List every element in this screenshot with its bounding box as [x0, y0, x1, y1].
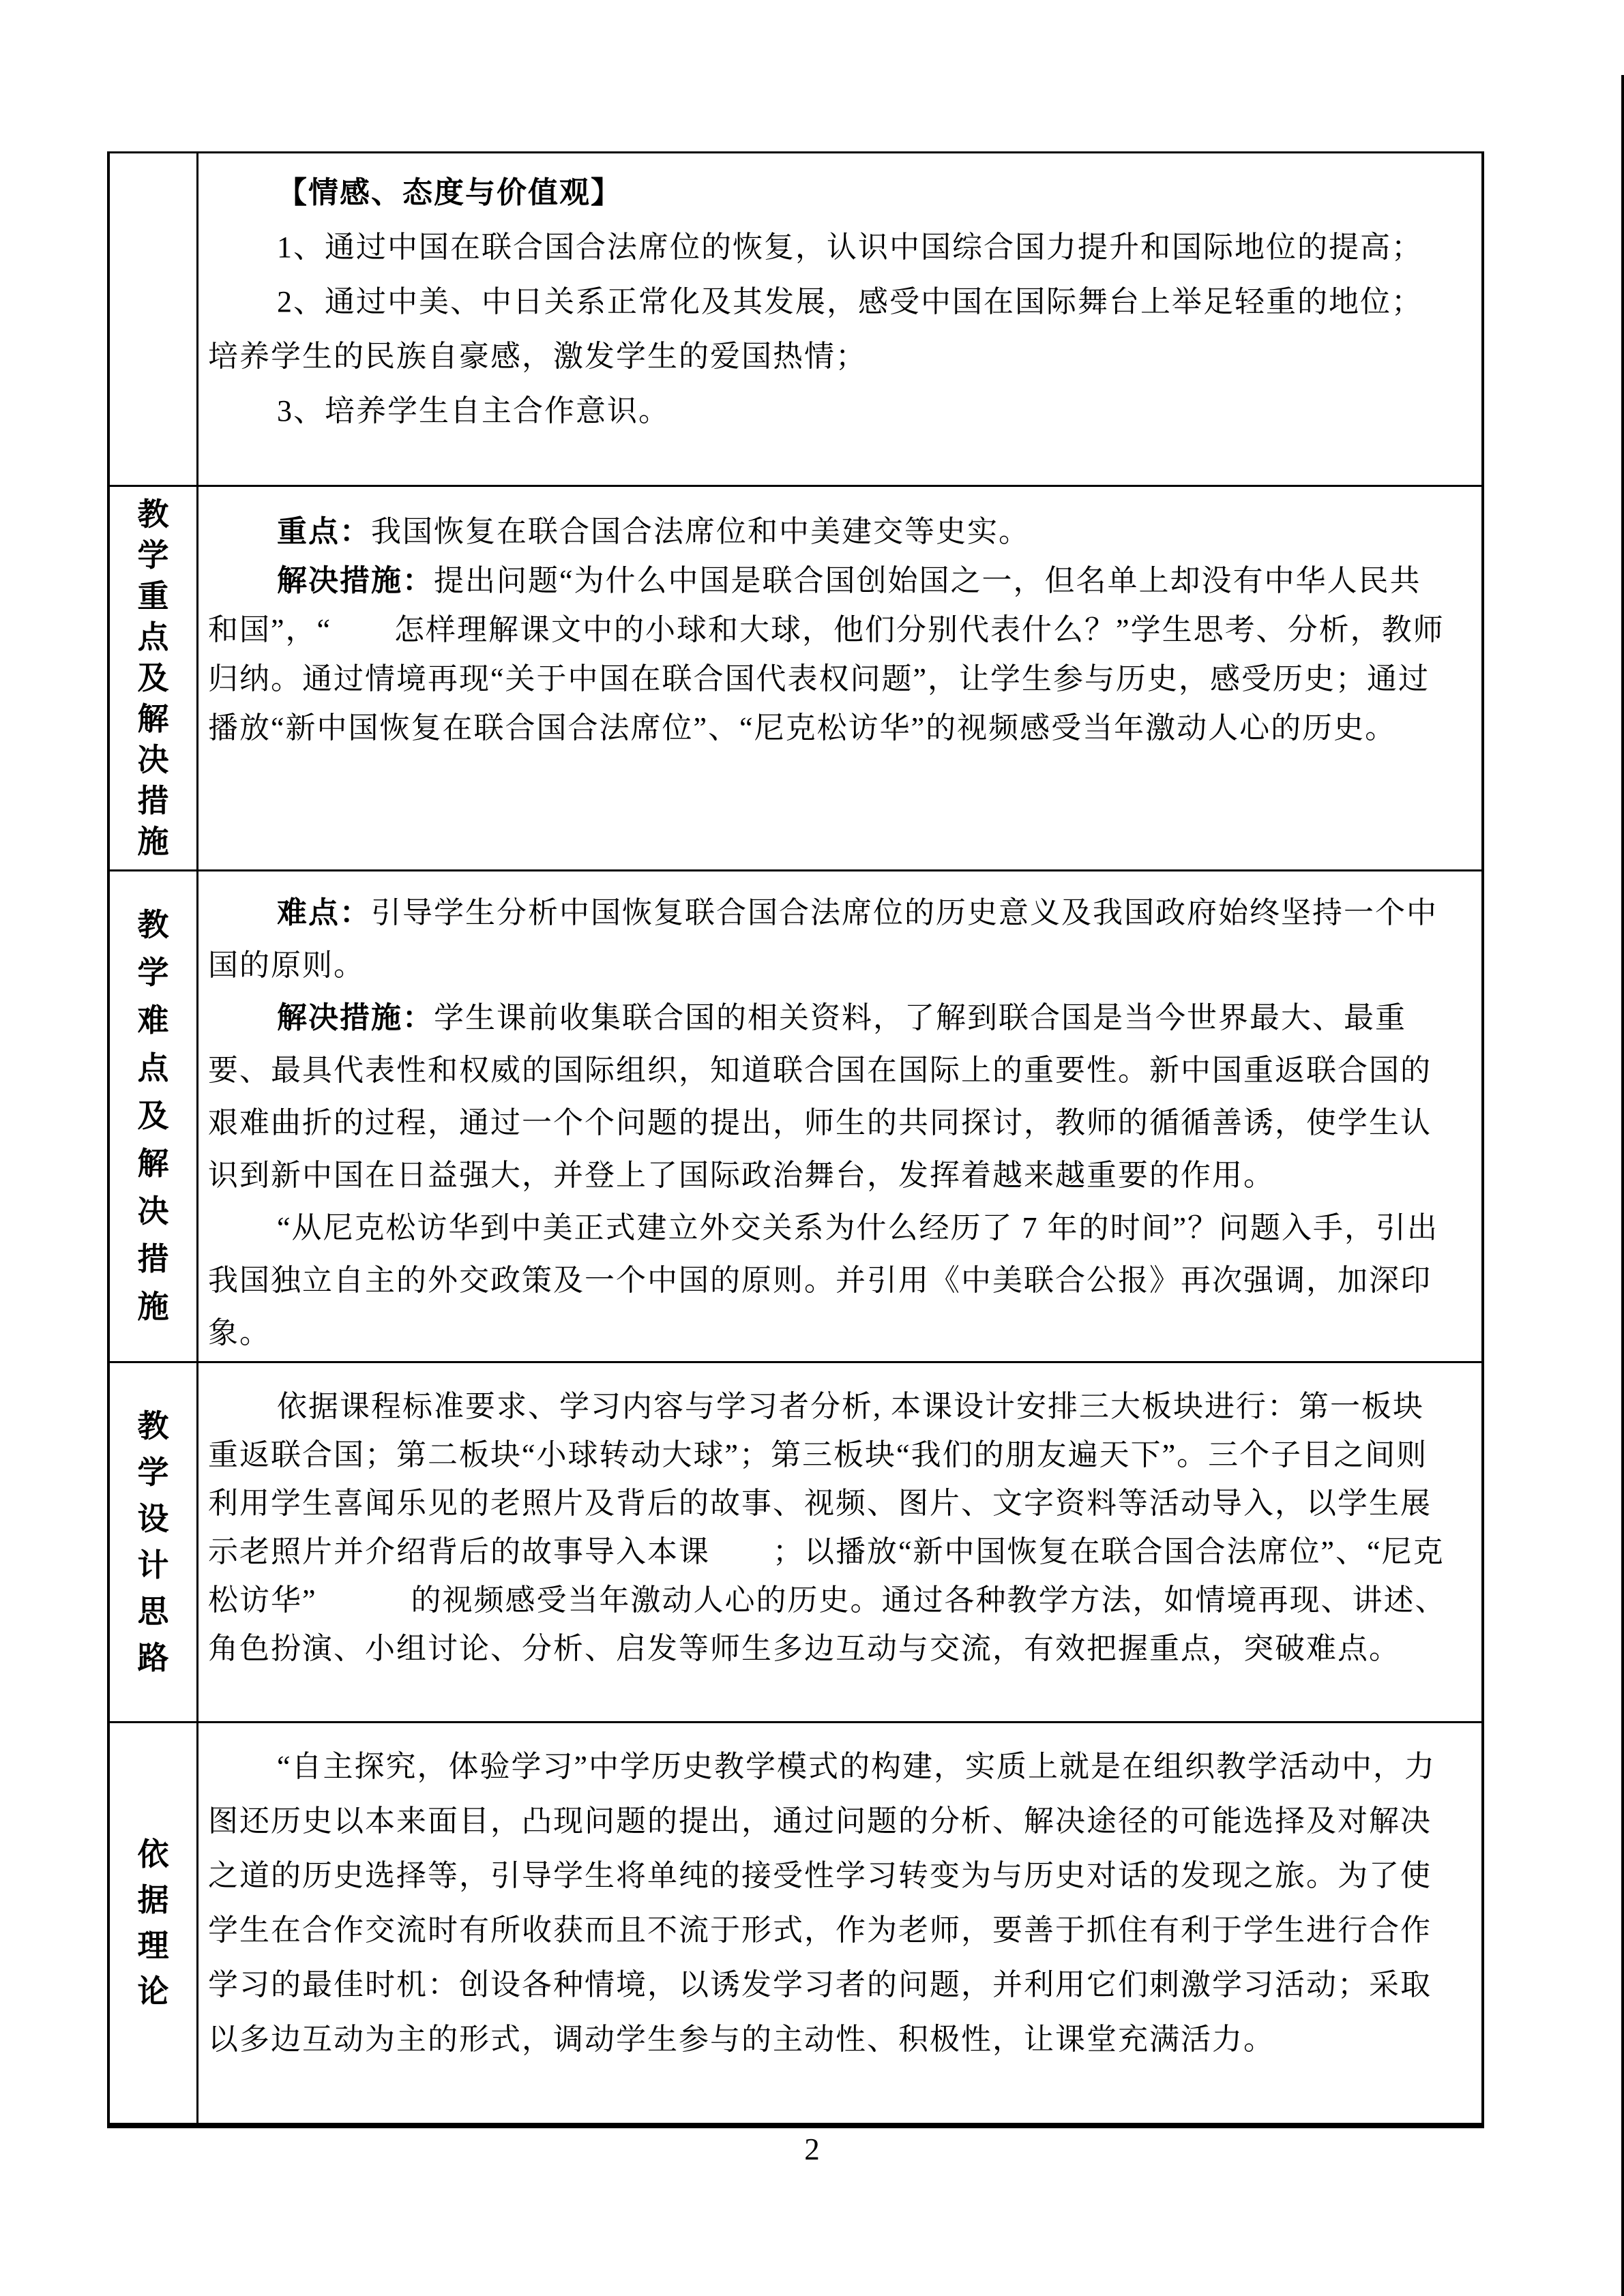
paragraph-text: 引导学生分析中国恢复联合国合法席位的历史意义及我国政府始终坚持一个中国的原则。 [208, 896, 1438, 982]
paragraph-lead: 解决措施： [277, 564, 434, 597]
table-row-design-ideas [110, 1361, 1481, 1721]
row-label-cell [110, 487, 198, 869]
paragraph [208, 507, 1449, 556]
page-number: 2 [804, 2132, 820, 2166]
lesson-plan-table [107, 151, 1484, 2128]
row-label-cell [110, 1363, 198, 1721]
paragraph-text: 我国恢复在联合国合法席位和中美建交等史实。 [371, 515, 1030, 548]
paragraph: 培养学生的民族自豪感，激发学生的爱国热情； [208, 340, 867, 373]
table-row-difficult-points [110, 869, 1481, 1361]
row-label-cell [110, 871, 198, 1361]
paragraph: 依据课程标准要求、学习内容与学习者分析, 本课设计安排三大板块进行：第一板块重返联合国；第二板块“小球转动大球”；第三板块“我们的朋友遍天下”。三个子目之间则利用学生喜闻乐见的老照片及背后的故事、视频、图片、文字资料等活动导入，以学生展示老照片并介绍背后的故事导入本课 ；以播放“新中国恢复在联合国合法席位”、“尼克松访华” 的视频感受当年激动人心的历史。通过各种教学方法，如情境再现、讲述、角色扮演、小组讨论、分析、启发等师生多边互动与交流，有效把握重点，突破难点。 [208, 1390, 1447, 1665]
paragraph [208, 556, 1449, 753]
paragraph-lead: 解决措施： [277, 1001, 434, 1034]
paragraph: 3、培养学生自主合作意识。 [277, 394, 670, 428]
row-content-cell [198, 1363, 1481, 1721]
paragraph-text: 学生课前收集联合国的相关资料，了解到联合国是当今世界最大、最重要、最具代表性和权威的国际组织，知道联合国在国际上的重要性。新中国重返联合国的艰难曲折的过程，通过一个个问题的提出，师生的共同探讨，教师的循循善诱，使学生认识到新中国在日益强大，并登上了国际政治舞台，发挥着越来越重要的作用。 [208, 1001, 1432, 1192]
row-content-cell [198, 1723, 1481, 2123]
row-content-cell [198, 153, 1481, 485]
table-row-key-points [110, 485, 1481, 869]
row-label-vertical: 教学重点及解决措施 [137, 496, 169, 859]
row-content-cell [198, 487, 1481, 869]
paragraph-text: 提出问题“为什么中国是联合国创始国之一，但名单上却没有中华人民共和国”，“ 怎样理解课文中的小球和大球，他们分别代表什么？”学生思考、分析，教师归纳。通过情境再现“关于中国在联合国代表权问题”，让学生参与历史，感受历史；通过播放“新中国恢复在联合国合法席位”、“尼克松访华”的视频感受当年激动人心的历史。 [208, 564, 1445, 745]
scan-edge-artifact [1621, 75, 1624, 2296]
section-heading: 【情感、态度与价值观】 [277, 176, 622, 209]
paragraph: “从尼克松访华到中美正式建立外交关系为什么经历了 7 年的时间”？问题入手，引出我国独立自主的外交政策及一个中国的原则。并引用《中美联合公报》再次强调，加深印象。 [208, 1211, 1439, 1350]
paragraph: 1、通过中国在联合国合法席位的恢复，认识中国综合国力提升和国际地位的提高；2、通过中美、中日关系正常化及其发展，感受中国在国际舞台上举足轻重的地位； [277, 230, 1423, 318]
table-row-theory-basis [110, 1721, 1481, 2123]
paragraph [208, 992, 1449, 1202]
row-label-cell [110, 1723, 198, 2123]
row-content-cell [198, 871, 1481, 1361]
paragraph-lead: 难点： [277, 896, 371, 929]
paragraph-lead: 重点： [277, 515, 371, 548]
paragraph [208, 886, 1449, 992]
row-label-cell [110, 153, 198, 485]
table-row-affect-values [110, 153, 1481, 485]
row-label-vertical: 教学难点及解决措施 [137, 908, 169, 1324]
row-label-vertical: 依据理论 [137, 1837, 169, 2009]
paragraph: “自主探究，体验学习”中学历史教学模式的构建，实质上就是在组织教学活动中，力图还历史以本来面目，凸现问题的提出，通过问题的分析、解决途径的可能选择及对解决之道的历史选择等，引导学生将单纯的接受性学习转变为与历史对话的发现之旅。为了使学生在合作交流时有所收获而且不流于形式，作为老师，要善于抓住有利于学生进行合作学习的最佳时机：创设各种情境，以诱发学习者的问题，并利用它们刺激学习活动；采取以多边互动为主的形式，调动学生参与的主动性、积极性，让课堂充满活力。 [208, 1750, 1436, 2056]
row-label-vertical: 教学设计思路 [137, 1408, 169, 1675]
